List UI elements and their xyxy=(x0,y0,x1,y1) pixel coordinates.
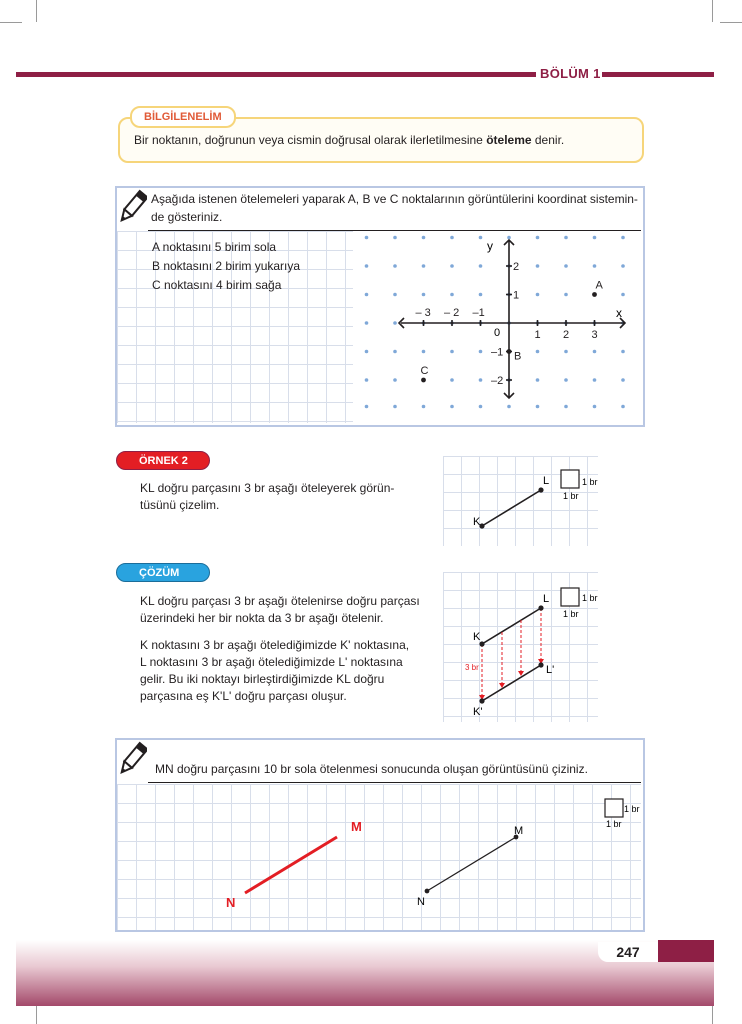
grid-dot xyxy=(393,350,397,354)
segment-mn xyxy=(427,837,516,891)
section-title: BÖLÜM 1 xyxy=(540,66,601,81)
grid-dot xyxy=(422,293,426,297)
grid-dot xyxy=(507,236,511,240)
grid-dot xyxy=(621,378,625,382)
grid-dot xyxy=(536,405,540,409)
point-a xyxy=(592,292,597,297)
y-axis-label: y xyxy=(487,239,493,253)
segment-kl xyxy=(482,608,541,644)
grid-dot xyxy=(450,264,454,268)
grid-dot xyxy=(621,405,625,409)
grid-dot xyxy=(593,378,597,382)
grid-dot xyxy=(365,236,369,240)
grid-dot xyxy=(365,321,369,325)
grid-dot xyxy=(393,236,397,240)
crop-mark xyxy=(712,0,713,22)
solution-text: üzerindeki her bir nokta da 3 br aşağı ötelenir. xyxy=(140,611,384,625)
grid-dot xyxy=(365,264,369,268)
origin-label: 0 xyxy=(494,327,501,339)
grid-dot xyxy=(621,264,625,268)
x-tick-label: –1 xyxy=(472,307,485,319)
label-k: K xyxy=(473,516,481,528)
unit-label: 1 br xyxy=(563,609,579,619)
header-rule xyxy=(16,72,536,77)
unit-square xyxy=(561,588,579,606)
task-prompt: MN doğru parçasını 10 br sola ötelenmesi sonucunda oluşan görüntüsünü çiziniz. xyxy=(155,762,588,776)
task-prompt: Aşağıda istenen ötelemeleri yaparak A, B ve C noktalarının görüntülerini koordinat sistemin- xyxy=(151,192,638,206)
crop-mark xyxy=(0,22,22,23)
grid-dot xyxy=(564,350,568,354)
grid-dot xyxy=(621,236,625,240)
x-tick-label: 1 xyxy=(534,329,541,341)
grid-dot xyxy=(536,264,540,268)
definition-term: öteleme xyxy=(486,133,532,147)
label-m-red: M xyxy=(351,819,362,834)
grid-dot xyxy=(422,405,426,409)
definition-text xyxy=(134,133,564,147)
coordinate-plane xyxy=(355,232,639,420)
grid-dot xyxy=(393,264,397,268)
x-tick-label: – 3 xyxy=(415,307,431,319)
x-axis-label: x xyxy=(616,306,622,320)
grid-dot xyxy=(621,293,625,297)
grid-dot xyxy=(393,321,397,325)
example-text: tüsünü çizelim. xyxy=(140,498,220,512)
label-n-red: N xyxy=(226,895,236,910)
grid-dot xyxy=(450,405,454,409)
point-l xyxy=(538,487,543,492)
shift-label: 3 br xyxy=(465,663,479,672)
grid-dot xyxy=(479,350,483,354)
y-tick-label: –2 xyxy=(491,375,504,387)
solution-text: gelir. Bu iki noktayı birleştirdiğimizde KL doğru xyxy=(140,672,385,686)
label-l: L xyxy=(543,475,550,487)
unit-square xyxy=(561,470,579,488)
grid-dot xyxy=(536,293,540,297)
definition-text-part: Bir noktanın, doğrunun veya cismin doğrusal olarak ilerletilmesine xyxy=(134,133,487,147)
example-text: KL doğru parçasını 3 br aşağı öteleyerek görün- xyxy=(140,481,395,495)
segment-k2l2 xyxy=(482,665,541,701)
point-label: B xyxy=(514,350,522,363)
grid-dot xyxy=(393,293,397,297)
task-item: C noktasını 4 birim sağa xyxy=(152,278,282,292)
crop-mark xyxy=(712,1004,713,1024)
solution-text: KL doğru parçası 3 br aşağı ötelenirse doğru parçası xyxy=(140,594,420,608)
point-k-prime xyxy=(479,698,484,703)
x-tick-label: – 2 xyxy=(444,307,460,319)
point-label: C xyxy=(420,365,429,377)
solution-diagram xyxy=(443,572,615,724)
label-l-prime: L' xyxy=(546,664,555,676)
grid-dot xyxy=(564,236,568,240)
grid-dot xyxy=(593,236,597,240)
grid-dot xyxy=(536,378,540,382)
point-l-prime xyxy=(538,662,543,667)
grid-dot xyxy=(479,293,483,297)
grid-dot xyxy=(393,405,397,409)
info-tag: BİLGİLENELİM xyxy=(130,106,236,128)
label-m: M xyxy=(514,825,524,837)
label-k-prime: K' xyxy=(473,706,483,718)
mn-diagram xyxy=(117,784,641,930)
grid-dot xyxy=(593,264,597,268)
unit-label: 1 br xyxy=(624,804,640,814)
unit-square xyxy=(605,799,623,817)
unit-label: 1 br xyxy=(582,477,598,487)
point-c xyxy=(421,378,426,383)
grid-dot xyxy=(422,350,426,354)
label-n: N xyxy=(417,896,425,908)
grid-dot xyxy=(450,236,454,240)
solution-text: K noktasını 3 br aşağı ötelediğimizde K' noktasına, xyxy=(140,638,410,652)
task-prompt: de gösteriniz. xyxy=(151,210,223,224)
grid-dot xyxy=(393,378,397,382)
crop-mark xyxy=(36,1004,37,1024)
footer-bar xyxy=(658,940,714,962)
crop-mark xyxy=(720,22,742,23)
header-rule xyxy=(602,72,714,77)
x-tick-label: 3 xyxy=(591,329,598,341)
point-label: A xyxy=(595,279,603,292)
label-l: L xyxy=(543,593,550,605)
definition-text-part: denir. xyxy=(531,133,565,147)
grid-dot xyxy=(422,236,426,240)
grid-dot xyxy=(593,405,597,409)
y-tick-label: –1 xyxy=(491,346,504,359)
example-tag: ÖRNEK 2 xyxy=(116,451,210,470)
grid-dot xyxy=(365,378,369,382)
unit-label: 1 br xyxy=(606,819,622,829)
x-tick-label: 2 xyxy=(563,329,570,341)
grid-dot xyxy=(507,405,511,409)
grid-dot xyxy=(479,405,483,409)
segment-mn-red xyxy=(245,837,337,893)
pencil-icon xyxy=(117,188,147,228)
grid-dot xyxy=(564,378,568,382)
task-item: B noktasını 2 birim yukarıya xyxy=(152,259,301,273)
grid-dot xyxy=(564,293,568,297)
point-n xyxy=(425,889,430,894)
grid-dot xyxy=(564,405,568,409)
solution-text: parçasına eş K'L' doğru parçası oluşur. xyxy=(140,689,347,703)
grid-dot xyxy=(365,350,369,354)
separator-line xyxy=(148,782,641,783)
grid-dot xyxy=(450,350,454,354)
y-tick-label: 1 xyxy=(513,289,520,302)
grid-dot xyxy=(479,378,483,382)
grid-dot xyxy=(564,264,568,268)
y-tick-label: 2 xyxy=(513,261,520,273)
separator-line xyxy=(148,230,641,231)
point-l xyxy=(538,605,543,610)
pencil-icon xyxy=(117,740,147,780)
grid-dot xyxy=(365,293,369,297)
grid-dot xyxy=(536,236,540,240)
grid-dot xyxy=(593,350,597,354)
crop-mark xyxy=(36,0,37,22)
example-diagram xyxy=(443,456,615,548)
grid-dot xyxy=(422,264,426,268)
point-b xyxy=(507,349,512,354)
page-number: 247 xyxy=(598,942,658,962)
task-item: A noktasını 5 birim sola xyxy=(152,240,277,254)
grid-dot xyxy=(621,350,625,354)
solution-text: L noktasını 3 br aşağı ötelediğimizde L' noktasına xyxy=(140,655,403,669)
segment-kl xyxy=(482,490,541,526)
grid-dot xyxy=(479,236,483,240)
unit-label: 1 br xyxy=(563,491,579,501)
label-k: K xyxy=(473,631,481,643)
unit-label: 1 br xyxy=(582,593,598,603)
grid-dot xyxy=(536,350,540,354)
grid-dot xyxy=(450,293,454,297)
solution-tag: ÇÖZÜM xyxy=(116,563,210,582)
grid-dot xyxy=(365,405,369,409)
grid-dot xyxy=(479,264,483,268)
grid-dot xyxy=(450,378,454,382)
